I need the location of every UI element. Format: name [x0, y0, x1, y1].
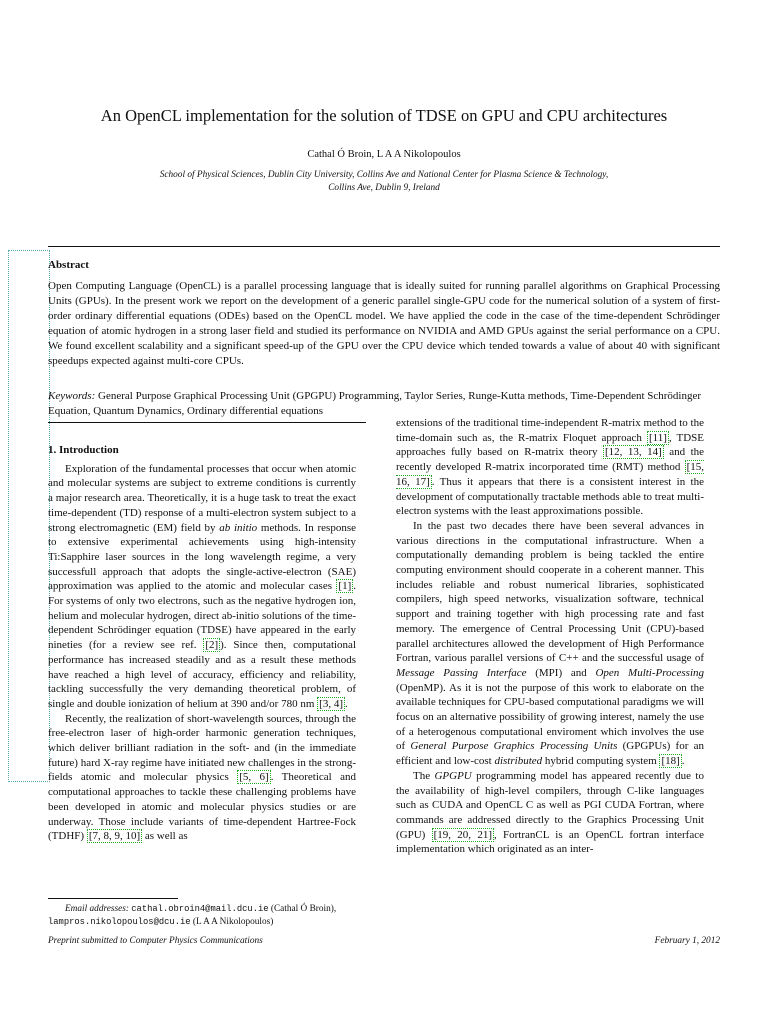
date: February 1, 2012 [654, 936, 720, 946]
email-link-1[interactable]: cathal.obroin4@mail.dcu.ie [131, 904, 269, 914]
keywords-text: General Purpose Graphical Processing Unit (GPGPU) Programming, Taylor Series, Runge-Kutta methods, Time-Dependent Schrödinger Equation, Quantum Dynamics, Ordinary differential equations [48, 390, 702, 417]
abstract-end-rule [48, 422, 366, 423]
intro-paragraph-2: Recently, the realization of short-wavelength sources, through the free-electron laser of high-order harmonic generation techniques, which deliver brilliant radiation in the soft- and (in the immediate future) hard X-ray regime have initiated new challenges in the strong-fields atomic and molecular physics [5, 6] . Theoretical and computational approaches to tackle these challenging problems have been developed in atomic and molecular physics studies or are underway. Those include variants of time-dependent Hartree-Fock (TDHF) [7, 8, 9, 10] as well as [48, 712, 357, 843]
email-link-2[interactable]: lampros.nikolopoulos@dcu.ie [48, 916, 191, 927]
citation-link[interactable]: [1] [338, 580, 352, 593]
citation-link[interactable]: [11] [648, 431, 667, 444]
intro-paragraph-5: The GPGPU programming model has appeared recently due to the availability of high-level compilers, through C-like languages such as CUDA and OpenCL C as well as PGI CUDA Fortran, where commands are addressed directly to the Graphics Processing Unit (GPU) [19, 20, 21] , FortranCL is an OpenCL fortran interface implementation which originated as an inter- [396, 769, 704, 856]
top-rule [48, 246, 720, 247]
citation-link[interactable]: [3, 4] [319, 697, 343, 710]
intro-paragraph-4: In the past two decades there have been several advances in various directions in the computational infrastructure. When a computationally demanding problem is being tackled the entire computing environment should cooperate in a coherent manner. This includes reliable and robust numerical libraries, sophisticated compilers, high speed networks, visualization software, technical support and training together with high processing rate and fast memory. The emergence of Central Processing Unit (CPU)-based parallel architectures allowed the development of High Performance Fortran, various parallel versions of C++ and the successful usage of Message Passing Interface (MPI) and Open Multi-Processing (OpenMP). As it is not the purpose of this work to elaborate on the available techniques for CPU-based computational paradigms we will focus on an alternative possibility of growing interest, namely the use of a heterogenous computational enviroment which involves the use of General Purpose Graphics Processing Units (GPGPUs) for an efficient and low-cost distributed hybrid computing system [18] . [396, 519, 704, 768]
citation-link[interactable]: [15, 16, 17] [396, 461, 704, 488]
citation-link[interactable]: [2] [205, 639, 219, 652]
intro-paragraph-3: extensions of the traditional time-independent R-matrix method to the time-domain such as, the R-matrix Floquet approach [11] , TDSE approaches fully based on R-matrix theory [12, 13, 14] and the recently developed R-matrix incorporated time (RMT) method [15, 16, 17] . Thus it appears that there is a consistent interest in the development of computationally tractable methods able to treat multi-electron systems with the least approximations possible. [396, 417, 705, 518]
left-column [48, 443, 356, 844]
citation-link[interactable]: [19, 20, 21] [433, 828, 492, 841]
footnote-rule [48, 898, 178, 899]
abstract-heading: Abstract [48, 259, 89, 271]
citation-link[interactable]: [5, 6] [239, 771, 269, 784]
citation-link[interactable]: [18] [661, 755, 680, 768]
paper-title: An OpenCL implementation for the solution of TDSE on GPU and CPU architectures [100, 106, 668, 125]
keywords-label: Keywords: [48, 390, 96, 402]
citation-link[interactable]: [12, 13, 14] [604, 446, 662, 459]
section-heading: 1. Introduction [48, 444, 119, 456]
footnote: Email addresses: cathal.obroin4@mail.dcu.ie (Cathal Ó Broin), lampros.nikolopoulos@dcu.ie (L A A Nikolopoulos) [48, 904, 337, 927]
footnote-label: Email addresses: [65, 904, 132, 914]
intro-paragraph-1: Exploration of the fundamental processes that occur when atomic and molecular systems are subject to extreme conditions is currently a major research area. Theoretically, it is a huge task to treat the exact time-dependent (TD) response of a multi-electron system subject to a strong electromagnetic (EM) field by ab initio methods. In response to extensive experimental achievements using high-intensity Ti:Sapphire laser sources in the long wavelength regime, a very successfull approach that adopts the single-active-electron (SAE) approximation was applied to the atomic and molecular cases [1] . For systems of only two electrons, such as the negative hydrogen ion, helium and molecular hydrogen, direct ab-initio solutions of the time-dependent Schrödinger equation (TDSE) have appeared in the early nineties (for a review see ref. [2] ). Since then, computational performance has increased steadily and as a result these methods have reached a high level of accuracy, efficiency and reliability, tackling successfully the very demanding theoretical problem, of single and double ionization of helium at 390 and/or 780 nm [3, 4] . [48, 462, 356, 710]
citation-link[interactable]: [7, 8, 9, 10] [88, 830, 141, 843]
abstract-text: Open Computing Language (OpenCL) is a parallel processing language that is ideally suited for running parallel algorithms on Graphical Processing Units (GPUs). In the present work we report on the development of a generic parallel single-GPU code for the numerical solution of a system of first-order ordinary differential equations (ODEs) based on the OpenCL model. We have applied the code in the case of the time-dependent Schrödinger equation of atomic hydrogen in a strong laser field and studied its performance on NVIDIA and AMD GPUs against the serial performance on a CPU. We found excellent scalability and a significant speed-up of the GPU over the CPU device which tended towards a value of about 40 with significant speedups expected against multi-core CPUs. [48, 280, 720, 367]
authors: Cathal Ó Broin, L A A Nikolopoulos [307, 149, 461, 160]
affiliation-line-2: Collins Ave, Dublin 9, Ireland [328, 182, 440, 193]
arxiv-stamp-box [8, 250, 50, 782]
preprint-note: Preprint submitted to Computer Physics Communications [48, 936, 263, 946]
right-column [396, 416, 704, 857]
affiliation [100, 169, 668, 194]
keywords [48, 389, 720, 419]
affiliation-line-1: School of Physical Sciences, Dublin City University, Collins Ave and National Center for Plasma Science & Technology, [159, 170, 609, 180]
